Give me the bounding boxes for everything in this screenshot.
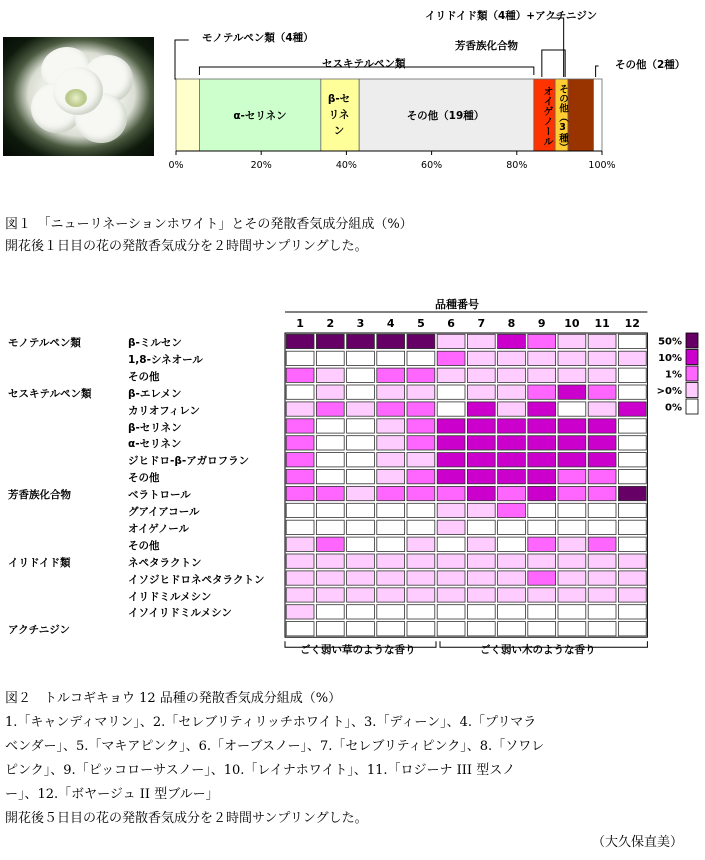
heatmap-cell xyxy=(437,402,465,416)
heatmap-cell xyxy=(316,486,344,500)
heatmap-cell xyxy=(377,622,405,636)
heatmap-cell xyxy=(437,537,465,551)
heatmap-cell xyxy=(316,571,344,585)
heatmap-cell xyxy=(588,436,616,450)
variety-number: 3 xyxy=(356,317,365,330)
heatmap-cell xyxy=(558,385,586,399)
heatmap-cell xyxy=(286,520,314,534)
group-label: モノテルペン類 xyxy=(8,337,81,349)
heatmap-cell xyxy=(347,537,375,551)
x-tick-label: 100% xyxy=(588,160,616,171)
heatmap-cell xyxy=(467,605,495,619)
heatmap-cell xyxy=(618,486,646,500)
variety-number: 1 xyxy=(296,317,304,330)
heatmap-cell xyxy=(347,385,375,399)
heatmap-cell xyxy=(528,385,556,399)
heatmap-cell xyxy=(316,402,344,416)
legend-swatch xyxy=(686,333,698,348)
heatmap-cell xyxy=(498,520,526,534)
heatmap-cell xyxy=(618,419,646,433)
heatmap-cell xyxy=(498,622,526,636)
heatmap-cell xyxy=(528,453,556,467)
heatmap-cell xyxy=(528,537,556,551)
heatmap-cell xyxy=(588,520,616,534)
heatmap-cell xyxy=(286,588,314,602)
heatmap-cell xyxy=(618,520,646,534)
heatmap-cell xyxy=(316,334,344,348)
segment-label-alpha-selinene: α-セリネン xyxy=(233,109,287,122)
heatmap-cell xyxy=(347,368,375,382)
heatmap-cell xyxy=(558,554,586,568)
compound-label: イリドミルメシン xyxy=(128,590,212,603)
heatmap-cell xyxy=(467,537,495,551)
heatmap-cell xyxy=(588,470,616,484)
heatmap-cell xyxy=(528,351,556,365)
heatmap-cell xyxy=(437,453,465,467)
variety-number: 4 xyxy=(386,317,395,330)
heatmap-cell xyxy=(377,385,405,399)
heatmap-cell xyxy=(407,520,435,534)
heatmap-cell xyxy=(377,605,405,619)
heatmap-cell xyxy=(316,554,344,568)
heatmap-cell xyxy=(588,571,616,585)
heatmap-cell xyxy=(528,622,556,636)
heatmap-cell xyxy=(377,554,405,568)
heatmap-cell xyxy=(316,453,344,467)
heatmap-cell xyxy=(407,571,435,585)
heatmap-cell xyxy=(286,419,314,433)
compound-label: 1,8-シネオール xyxy=(128,353,203,366)
figure2-heatmap xyxy=(0,290,705,670)
heatmap-cell xyxy=(407,470,435,484)
heatmap-cell xyxy=(618,402,646,416)
heatmap-cell xyxy=(316,503,344,517)
heatmap-cell xyxy=(377,453,405,467)
heatmap-cell xyxy=(377,436,405,450)
figure2-caption-line-5: ー」、12.「ボヤージュ II 型ブルー」 xyxy=(5,787,219,802)
legend-swatch xyxy=(686,366,698,381)
heatmap-cell xyxy=(558,368,586,382)
heatmap-cell xyxy=(588,453,616,467)
heatmap-cell xyxy=(588,622,616,636)
variety-number: 9 xyxy=(537,317,546,330)
x-tick-label: 60% xyxy=(421,160,443,171)
heatmap-cell xyxy=(558,605,586,619)
heatmap-cell xyxy=(316,419,344,433)
heatmap-cell xyxy=(618,334,646,348)
heatmap-cell xyxy=(407,436,435,450)
heatmap-cell xyxy=(407,537,435,551)
heatmap-cell xyxy=(286,385,314,399)
heatmap-cell xyxy=(286,571,314,585)
heatmap-cell xyxy=(558,402,586,416)
heatmap-cell xyxy=(437,605,465,619)
heatmap-cell xyxy=(528,368,556,382)
heatmap-cell xyxy=(407,554,435,568)
heatmap-cell xyxy=(498,554,526,568)
heatmap-cell xyxy=(528,436,556,450)
segment-label-beta-selinene: β-セリネン xyxy=(327,93,351,137)
heatmap-cell xyxy=(407,385,435,399)
heatmap-cell xyxy=(528,520,556,534)
heatmap-cell xyxy=(377,470,405,484)
heatmap-cell xyxy=(316,520,344,534)
figure1-caption-note: 開花後１日目の花の発散香気成分を２時間サンプリングした。 xyxy=(5,239,368,254)
heatmap-cell xyxy=(618,571,646,585)
bar-segment-0 xyxy=(176,79,199,151)
bracket-aromatic xyxy=(542,50,565,77)
compound-label: その他 xyxy=(128,370,160,383)
heatmap-cell xyxy=(407,622,435,636)
segment-label-other-3: その他（3種） xyxy=(557,84,568,152)
heatmap-cell xyxy=(286,605,314,619)
heatmap-cell xyxy=(528,402,556,416)
heatmap-cell xyxy=(588,503,616,517)
heatmap-cell xyxy=(347,402,375,416)
heatmap-cell xyxy=(407,351,435,365)
group-label: 芳香族化合物 xyxy=(8,489,71,502)
variety-header: 品種番号 xyxy=(435,298,479,311)
heatmap-cell xyxy=(407,503,435,517)
heatmap-cell xyxy=(316,368,344,382)
heatmap-cell xyxy=(437,486,465,500)
heatmap-cell xyxy=(528,503,556,517)
heatmap-cell xyxy=(498,419,526,433)
heatmap-cell xyxy=(558,537,586,551)
heatmap-cell xyxy=(528,419,556,433)
heatmap-cell xyxy=(618,554,646,568)
variety-number: 7 xyxy=(477,317,486,330)
compound-label: グアイアコール xyxy=(128,506,200,518)
compound-label: その他 xyxy=(128,472,160,485)
heatmap-cell xyxy=(437,588,465,602)
heatmap-cell xyxy=(377,419,405,433)
heatmap-cell xyxy=(286,470,314,484)
heatmap-cell xyxy=(588,537,616,551)
x-tick-label: 80% xyxy=(506,160,528,171)
heatmap-cell xyxy=(558,486,586,500)
heatmap-cell xyxy=(377,402,405,416)
heatmap-cell xyxy=(407,368,435,382)
figure2-caption-title: 図２ トルコギキョウ 12 品種の発散香気成分組成（%） xyxy=(5,691,342,706)
heatmap-cell xyxy=(377,571,405,585)
heatmap-cell xyxy=(558,436,586,450)
heatmap-cell xyxy=(467,385,495,399)
heatmap-cell xyxy=(528,605,556,619)
legend-swatch xyxy=(686,399,698,414)
heatmap-cell xyxy=(498,334,526,348)
legend-swatch xyxy=(686,350,698,365)
segment-label-eugenol: オイゲノール xyxy=(541,86,552,146)
heatmap-cell xyxy=(286,368,314,382)
label-aromatic: 芳香族化合物 xyxy=(455,40,518,52)
label-iridoid: イリドイド類（4種）+アクチニジン xyxy=(425,10,598,22)
heatmap-cell xyxy=(316,588,344,602)
heatmap-cell xyxy=(498,605,526,619)
bracket-iridoid xyxy=(551,18,564,77)
heatmap-cell xyxy=(467,470,495,484)
compound-label: ジヒドロ-β-アガロフラン xyxy=(128,455,250,468)
heatmap-cell xyxy=(437,571,465,585)
heatmap-cell xyxy=(467,402,495,416)
heatmap-cell xyxy=(558,351,586,365)
heatmap-cell xyxy=(528,588,556,602)
author: （大久保直美） xyxy=(592,835,684,850)
heatmap-cell xyxy=(498,503,526,517)
legend-label: 1% xyxy=(665,369,682,381)
compound-label: イソイリドミルメシン xyxy=(128,607,232,620)
heatmap-cell xyxy=(558,520,586,534)
figure2-caption-line-3: ベンダー」、5.「マキアピンク」、6.「オーブスノー」、7.「セレブリティピンク」、8.「ソワレ xyxy=(5,739,545,754)
legend-swatch xyxy=(686,383,698,398)
legend-label: >0% xyxy=(656,386,682,397)
heatmap-cell xyxy=(437,351,465,365)
heatmap-cell xyxy=(286,486,314,500)
heatmap-cell xyxy=(618,605,646,619)
heatmap-cell xyxy=(467,571,495,585)
heatmap-cell xyxy=(437,334,465,348)
compound-label: その他 xyxy=(128,539,160,552)
figure2-caption-line-2: 1.「キャンディマリン」、2.「セレブリティリッチホワイト」、3.「ディーン」、4.「プリマラ xyxy=(5,715,537,730)
heatmap-cell xyxy=(498,537,526,551)
heatmap-cell xyxy=(437,520,465,534)
compound-label: α-セリネン xyxy=(128,438,182,451)
heatmap-cell xyxy=(467,588,495,602)
heatmap-cell xyxy=(377,537,405,551)
heatmap-cell xyxy=(347,571,375,585)
heatmap-cell xyxy=(286,351,314,365)
heatmap-cell xyxy=(528,554,556,568)
heatmap-cell xyxy=(618,470,646,484)
heatmap-cell xyxy=(316,470,344,484)
heatmap-cell xyxy=(618,503,646,517)
heatmap-cell xyxy=(558,453,586,467)
variety-number: 8 xyxy=(507,317,516,330)
variety-number: 5 xyxy=(417,317,425,330)
heatmap-cell xyxy=(316,385,344,399)
heatmap-cell xyxy=(558,622,586,636)
heatmap-cell xyxy=(467,368,495,382)
heatmap-cell xyxy=(467,436,495,450)
heatmap-cell xyxy=(286,554,314,568)
heatmap-cell xyxy=(467,520,495,534)
compound-label: ネペタラクトン xyxy=(128,556,202,569)
heatmap-cell xyxy=(588,402,616,416)
heatmap-cell xyxy=(558,503,586,517)
segment-label-other-19: その他（19種） xyxy=(406,109,485,122)
heatmap-cell xyxy=(588,334,616,348)
heatmap-cell xyxy=(558,588,586,602)
heatmap-cell xyxy=(618,622,646,636)
legend-label: 10% xyxy=(658,353,682,364)
heatmap-cell xyxy=(618,436,646,450)
heatmap-cell xyxy=(286,537,314,551)
variety-number: 6 xyxy=(447,317,455,330)
heatmap-cell xyxy=(528,486,556,500)
figure2-caption-line-4: ピンク」、9.「ピッコローサスノー」、10.「レイナホワイト」、11.「ロジーナ III 型スノ xyxy=(5,763,516,778)
bar-segment-7 xyxy=(593,79,602,151)
heatmap-cell xyxy=(347,436,375,450)
heatmap-cell xyxy=(377,503,405,517)
heatmap-cell xyxy=(467,334,495,348)
heatmap-cell xyxy=(588,588,616,602)
heatmap-cell xyxy=(437,470,465,484)
heatmap-cell xyxy=(588,419,616,433)
heatmap-cell xyxy=(347,351,375,365)
heatmap-cell xyxy=(437,554,465,568)
heatmap-cell xyxy=(407,605,435,619)
heatmap-cell xyxy=(588,554,616,568)
heatmap-cell xyxy=(618,588,646,602)
heatmap-cell xyxy=(377,368,405,382)
bracket-monoterpene xyxy=(175,40,189,79)
heatmap-cell xyxy=(286,436,314,450)
heatmap-cell xyxy=(618,368,646,382)
heatmap-cell xyxy=(316,605,344,619)
variety-number: 11 xyxy=(594,317,610,330)
label-monoterpene: モノテルペン類（4種） xyxy=(202,32,314,44)
figure1-caption-title: 図１ 「ニューリネーションホワイト」とその発散香気成分組成（%） xyxy=(5,217,413,232)
heatmap-cell xyxy=(437,436,465,450)
x-tick-label: 40% xyxy=(335,160,357,171)
heatmap-cell xyxy=(407,419,435,433)
variety-number: 12 xyxy=(624,317,640,330)
heatmap-cell xyxy=(467,419,495,433)
heatmap-cell xyxy=(407,453,435,467)
heatmap-cell xyxy=(558,470,586,484)
heatmap-cell xyxy=(558,334,586,348)
heatmap-cell xyxy=(377,588,405,602)
heatmap-cell xyxy=(498,470,526,484)
heatmap-cell xyxy=(618,453,646,467)
heatmap-cell xyxy=(286,622,314,636)
group-label: セスキテルペン類 xyxy=(8,387,92,400)
heatmap-cell xyxy=(377,520,405,534)
variety-number: 10 xyxy=(564,317,580,330)
heatmap-cell xyxy=(498,486,526,500)
heatmap-cell xyxy=(286,402,314,416)
heatmap-cell xyxy=(286,503,314,517)
heatmap-cell xyxy=(588,351,616,365)
heatmap-cell xyxy=(498,453,526,467)
heatmap-cell xyxy=(377,351,405,365)
heatmap-cell xyxy=(588,605,616,619)
heatmap-cell xyxy=(316,622,344,636)
compound-label: ベラトロール xyxy=(128,489,191,502)
heatmap-cell xyxy=(347,486,375,500)
heatmap-cell xyxy=(528,334,556,348)
heatmap-cell xyxy=(437,622,465,636)
heatmap-cell xyxy=(347,419,375,433)
figure2-caption-note: 開花後５日目の花の発散香気成分を２時間サンプリングした。 xyxy=(5,811,368,826)
heatmap-cell xyxy=(437,503,465,517)
heatmap-cell xyxy=(407,486,435,500)
heatmap-cell xyxy=(558,571,586,585)
heatmap-cell xyxy=(377,486,405,500)
heatmap-cell xyxy=(618,385,646,399)
heatmap-cell xyxy=(467,503,495,517)
heatmap-cell xyxy=(347,453,375,467)
heatmap-cell xyxy=(498,402,526,416)
heatmap-cell xyxy=(347,588,375,602)
heatmap-cell xyxy=(437,385,465,399)
label-sesquiterpene: セスキテルペン類 xyxy=(322,58,406,70)
heatmap-cell xyxy=(498,368,526,382)
heatmap-cell xyxy=(316,351,344,365)
legend-label: 50% xyxy=(658,336,682,348)
heatmap-cell xyxy=(347,334,375,348)
heatmap-cell xyxy=(618,351,646,365)
x-tick-label: 20% xyxy=(250,160,272,171)
heatmap-cell xyxy=(347,470,375,484)
label-other-2: その他（2種） xyxy=(615,59,686,71)
heatmap-cell xyxy=(286,453,314,467)
heatmap-cell xyxy=(467,486,495,500)
heatmap-cell xyxy=(498,436,526,450)
compound-label: カリオフィレン xyxy=(128,404,200,417)
heatmap-cell xyxy=(528,470,556,484)
heatmap-cell xyxy=(558,419,586,433)
compound-label: β-エレメン xyxy=(128,387,182,400)
heatmap-cell xyxy=(407,402,435,416)
compound-label: β-セリネン xyxy=(128,421,182,434)
heatmap-cell xyxy=(588,486,616,500)
variety-number: 2 xyxy=(326,317,335,330)
heatmap-cell xyxy=(377,334,405,348)
heatmap-cell xyxy=(437,368,465,382)
heatmap-cell xyxy=(498,588,526,602)
bracket-grass-label: ごく弱い草のような香り xyxy=(300,644,416,656)
compound-label: イソジヒドロネペタラクトン xyxy=(128,573,265,586)
heatmap-cell xyxy=(316,436,344,450)
heatmap-cell xyxy=(618,537,646,551)
heatmap-cell xyxy=(588,368,616,382)
heatmap-cell xyxy=(316,537,344,551)
heatmap-cell xyxy=(498,385,526,399)
heatmap-cell xyxy=(347,520,375,534)
heatmap-cell xyxy=(286,334,314,348)
heatmap-cell xyxy=(467,453,495,467)
bracket-other-2 xyxy=(596,66,599,77)
heatmap-cell xyxy=(407,588,435,602)
group-label: イリドイド類 xyxy=(8,556,71,569)
heatmap-cell xyxy=(498,571,526,585)
heatmap-cell xyxy=(347,605,375,619)
compound-label: β-ミルセン xyxy=(128,337,182,349)
group-label: アクチニジン xyxy=(8,624,71,637)
legend-label: 0% xyxy=(665,402,682,414)
heatmap-cell xyxy=(437,419,465,433)
heatmap-cell xyxy=(347,554,375,568)
heatmap-cell xyxy=(347,622,375,636)
x-tick-label: 0% xyxy=(168,160,184,171)
heatmap-cell xyxy=(588,385,616,399)
heatmap-cell xyxy=(407,334,435,348)
bar-segment-6 xyxy=(568,79,594,151)
heatmap-cell xyxy=(467,351,495,365)
heatmap-cell xyxy=(498,351,526,365)
heatmap-cell xyxy=(528,571,556,585)
heatmap-cell xyxy=(347,503,375,517)
heatmap-cell xyxy=(467,554,495,568)
compound-label: オイゲノール xyxy=(128,522,190,535)
heatmap-cell xyxy=(467,622,495,636)
bracket-wood-label: ごく弱い木のような香り xyxy=(480,644,596,656)
